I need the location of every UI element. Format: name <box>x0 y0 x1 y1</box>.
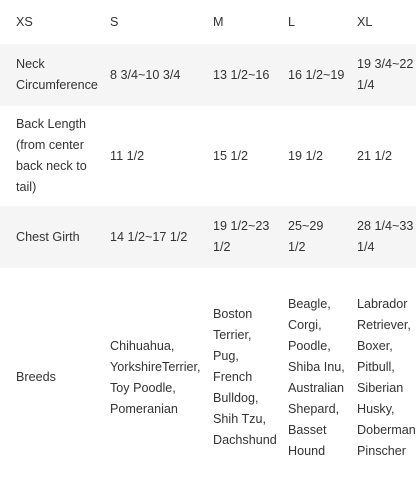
table-cell <box>341 44 416 106</box>
header-cell-s <box>94 0 197 44</box>
row-label-text: Back Length (from center back neck to tail) <box>16 117 87 194</box>
cell-value: 19 1/2~23 1/2 <box>213 219 270 254</box>
cell-value: 15 1/2 <box>213 148 249 163</box>
table-cell <box>272 206 341 268</box>
header-cell-m <box>197 0 272 44</box>
table-cell <box>94 106 197 206</box>
table-cell <box>94 206 197 268</box>
row-label-text: Breeds <box>16 370 56 384</box>
header-label: M <box>213 14 224 29</box>
table-cell <box>94 268 201 487</box>
cell-value: 16 1/2~19 <box>288 67 345 82</box>
row-label-text: Chest Girth <box>16 229 80 244</box>
cell-value: 21 1/2 <box>357 148 393 163</box>
table-row-chest-girth <box>0 206 416 268</box>
table-cell <box>94 44 197 106</box>
table-cell <box>272 106 341 206</box>
row-label-text: Neck Circumference <box>16 57 98 92</box>
header-cell-xs <box>0 0 94 44</box>
cell-value: Boston Terrier, Pug, French Bulldog, Shih Tzu, Dachshund <box>213 307 277 447</box>
row-label <box>0 206 94 268</box>
table-cell <box>197 106 272 206</box>
table-row-breeds <box>0 268 416 487</box>
cell-value: Chihuahua, YorkshireTerrier, Toy Poodle, Pomeranian <box>110 338 201 416</box>
table-cell <box>341 206 416 268</box>
table-cell <box>272 44 345 106</box>
cell-value: 25~29 1/2 <box>288 219 324 254</box>
cell-value: 19 3/4~22 1/4 <box>357 57 414 92</box>
table-cell <box>197 268 277 487</box>
header-cell-l <box>272 0 341 44</box>
cell-value: 13 1/2~16 <box>213 67 270 82</box>
row-label <box>0 44 98 106</box>
cell-value: 11 1/2 <box>110 148 145 163</box>
cell-value: 8 3/4~10 3/4 <box>110 67 181 82</box>
cell-value: Labrador Retriever, Boxer, Pitbull, Siberian Husky, Doberman Pinscher <box>357 296 416 458</box>
table-cell <box>272 268 345 487</box>
table-cell <box>197 44 272 106</box>
header-label: XS <box>16 14 33 29</box>
row-label <box>0 106 94 206</box>
cell-value: 28 1/4~33 1/4 <box>357 219 414 254</box>
table-row-back-length <box>0 106 416 206</box>
header-label: L <box>288 14 296 29</box>
cell-value: 14 1/2~17 1/2 <box>110 229 188 244</box>
row-label <box>0 268 94 487</box>
table-row-neck-circumference <box>0 44 416 106</box>
header-cell-xl <box>341 0 416 44</box>
header-label: S <box>110 14 119 29</box>
header-row <box>0 0 416 44</box>
header-label: XL <box>357 14 373 29</box>
table-cell <box>341 268 416 487</box>
cell-value: Beagle, Corgi, Poodle, Shiba Inu, Australian Shepard, Basset Hound <box>288 296 345 458</box>
table-cell <box>341 106 416 206</box>
cell-value: 19 1/2 <box>288 148 324 163</box>
table-cell <box>197 206 272 268</box>
